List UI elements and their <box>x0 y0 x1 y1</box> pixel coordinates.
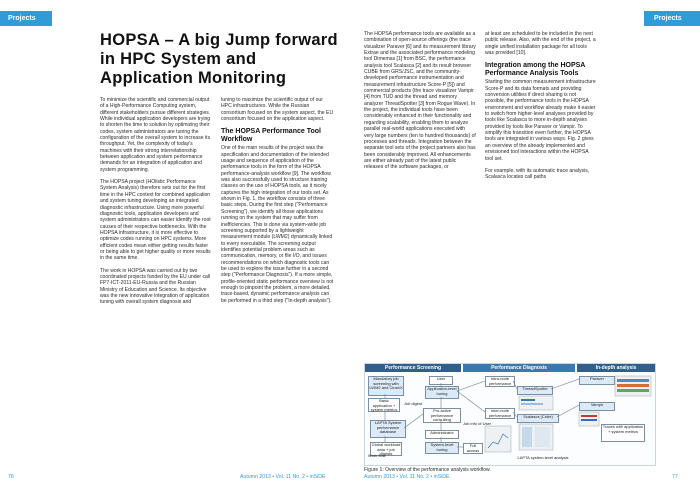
figure-label-lapta-analysis: LAPTA system-level analysis <box>517 455 569 460</box>
paragraph: at least are scheduled to be included in the next public release. Also, with the end of the project, a single unified installation package for all tools was provided [10]. <box>485 31 596 57</box>
figure-label-work-flow: Work flow <box>368 453 386 458</box>
figure-section-diagnosis: Performance Diagnosis <box>463 364 575 372</box>
figure-box-intra-node: Intra-node performance <box>485 376 515 387</box>
figure-box-app-tuning: Application-level tuning <box>425 386 459 399</box>
column-1 <box>100 97 212 312</box>
figure-box-vampir: Vampir <box>579 402 615 411</box>
figure-box-full-access: Full access <box>463 443 483 454</box>
figure-box-scalasca: Scalasca (Cube) <box>517 414 559 423</box>
paragraph: The HOPSA performance tools are available as a combination of open-source offerings (the trace visualizer Paraver [6] and its measurement library Extrae and the associated performance modeling tool Dimemas [1] from BSC, the performance analysis tool Scalasca [2] and its result browser CUBE from GRS/JSC, and the community-developed performance instrumentation and measurement infrastructure Score-P [5]) and commercial products (the trace visualizer Vampir [4] from TUD and the thread and memory analyzer ThreadSpotter [3] from Rogue Wave). In the project, the individual tools have been considerably enhanced in their functionality and regarding scalability, enabling them to analyze parallel real-world applications executed with very large numbers (ten to hundred thousands) of processes and threads. Integration between the separate tool sets of the project partners also has been considerably improved. All enhancements are either already part of the latest public releases of the software packages, or <box>364 31 476 171</box>
figure-caption: Figure 1: Overview of the performance analysis workflow. <box>364 467 491 473</box>
page-number-left: 76 <box>8 474 14 480</box>
figure-box-user: User <box>429 376 453 385</box>
figure-box-system-tuning: System-level tuning <box>425 442 459 454</box>
paragraph: The work in HOPSA was carried out by two coordinated projects funded by the EU under call FP7-ICT-2011-EU-Russia and the Russian Ministry of Education and Science. Its objective was the new innovative integration of application tuning with overall system diagnosis and <box>100 267 211 306</box>
figure-box-traces: Traces with application + system metrics <box>601 424 645 442</box>
section-heading: The HOPSA Performance Tool Workflow <box>221 128 321 144</box>
figure-box-paraver: Paraver <box>579 376 615 385</box>
figure-section-in-depth: In-depth analysis <box>577 364 655 372</box>
paragraph: Starting the common measurement infrastructure Score-P and its data formats and providing conversion utilities if direct sharing is not possible, the performance tools in the HOPSA environment and workflow already make it easier to switch from higher-level analyses provided by tools like Scalasca to more in-depth analyses provided by tools like Paraver or Vampir. To simplify this transition even further, the HOPSA tools are integrated in various ways. Fig. 2 gives an overview of the already implemented and envisioned tool interactions within the HOPSA tool set. <box>485 79 596 162</box>
issue-info-left: Autumn 2013 • Vol. 11 No. 2 • inSiDE <box>240 474 326 480</box>
figure-label-job-info: Job info of User <box>463 421 492 426</box>
figure-box-administrator: Administrator <box>425 430 459 439</box>
workflow-figure <box>364 363 656 466</box>
column-3 <box>364 31 476 177</box>
figure-box-mandatory: Mandatory job screening with LWM2 and ClustrX <box>368 376 404 396</box>
column-4 <box>485 31 597 187</box>
figure-label-job-digest: Job digest <box>403 401 423 406</box>
section-heading: Integration among the HOPSA Performance Analysis Tools <box>485 62 586 78</box>
issue-info-right: Autumn 2013 • Vol. 11 No. 2 • inSiDE <box>364 474 450 480</box>
figure-box-basic-metrics: Basic application + system metrics <box>368 398 400 412</box>
figure-box-threadspotter: ThreadSpotter <box>517 386 553 395</box>
figure-box-global-workload: Global workload data + job digests <box>371 442 401 457</box>
paragraph: For example, with its automatic trace analysis, Scalasca locates call paths <box>485 167 590 181</box>
column-2 <box>221 97 334 310</box>
section-tab-left: Projects <box>0 11 52 26</box>
section-tab-right: Projects <box>644 11 700 26</box>
page-number-right: 77 <box>672 474 678 480</box>
figure-box-proactive: Pro-active performance consulting <box>423 408 461 423</box>
paragraph: The HOPSA project (HOlistic Performance System Analysis) therefore sets out for the first time in the HPC context for combined application and system tuning developing an integrated diagnostic infrastructure. Using more powerful diagnostic tools, application developers and system administrators can easier identify the root causes of their respective bottlenecks. With the HOPSA infrastructure, it is more effective to optimize codes running on HPC systems. More efficient codes mean either getting results faster or being able to get higher quality or more results in the same time. <box>100 179 211 262</box>
figure-box-lapta-db: LAPTA System performance database <box>370 420 406 438</box>
paragraph: To minimize the scientific and commercial output of a High-Performance Computing system, different stakeholders pursue different strategies. While individual application developers are trying to shorten the time to solution by optimizing their codes, system administrators are tuning the configuration of the overall system to increase its throughput. Yet, the complexity of today's machines with their strong interrelationship between application and system performance demands for an integration of application and system programming. <box>100 97 211 173</box>
article-title: HOPSA – A big Jump forward in HPC System and Application Monitoring <box>100 31 338 87</box>
paragraph: One of the main results of the project was the specification and documentation of the intended usage and sequence of application of the performance tools in the form of the HOPSA performance-analysis workflow [9]. The workflow was also successfully used to structure training classes on the use of HOPSA tools, as it nicely captures the high integration of our tools set. As shown in Fig. 1, the workflow consists of three basic steps. During the first step ("Performance Screening"), we identify all those applications running on the system that may suffer from inefficiencies. This is done via system-wide job screening supported by a lightweight measurement module (LWM2) dynamically linked to every executable. The screening output identifies potential problem areas such as communication, memory, or file I/O, and issues recommendations on which diagnostic tools can be used to explore the issue further in a second step ("Performance Diagnosis"). If a more simple, profile-oriented static performance overview is not enough to pinpoint the problem, a more detailed, trace-based, dynamic performance analysis can be performed in a third step ("In-depth analysis"). <box>221 145 334 304</box>
figure-box-inter-node: Inter-node performance <box>485 408 515 419</box>
figure-section-screening: Performance Screening <box>365 364 461 372</box>
paragraph: tuning to maximize the scientific output of our HPC infrastructures. While the Russian consortium focused on the system aspect, the EU consortium focused on the application aspect. <box>221 97 334 123</box>
